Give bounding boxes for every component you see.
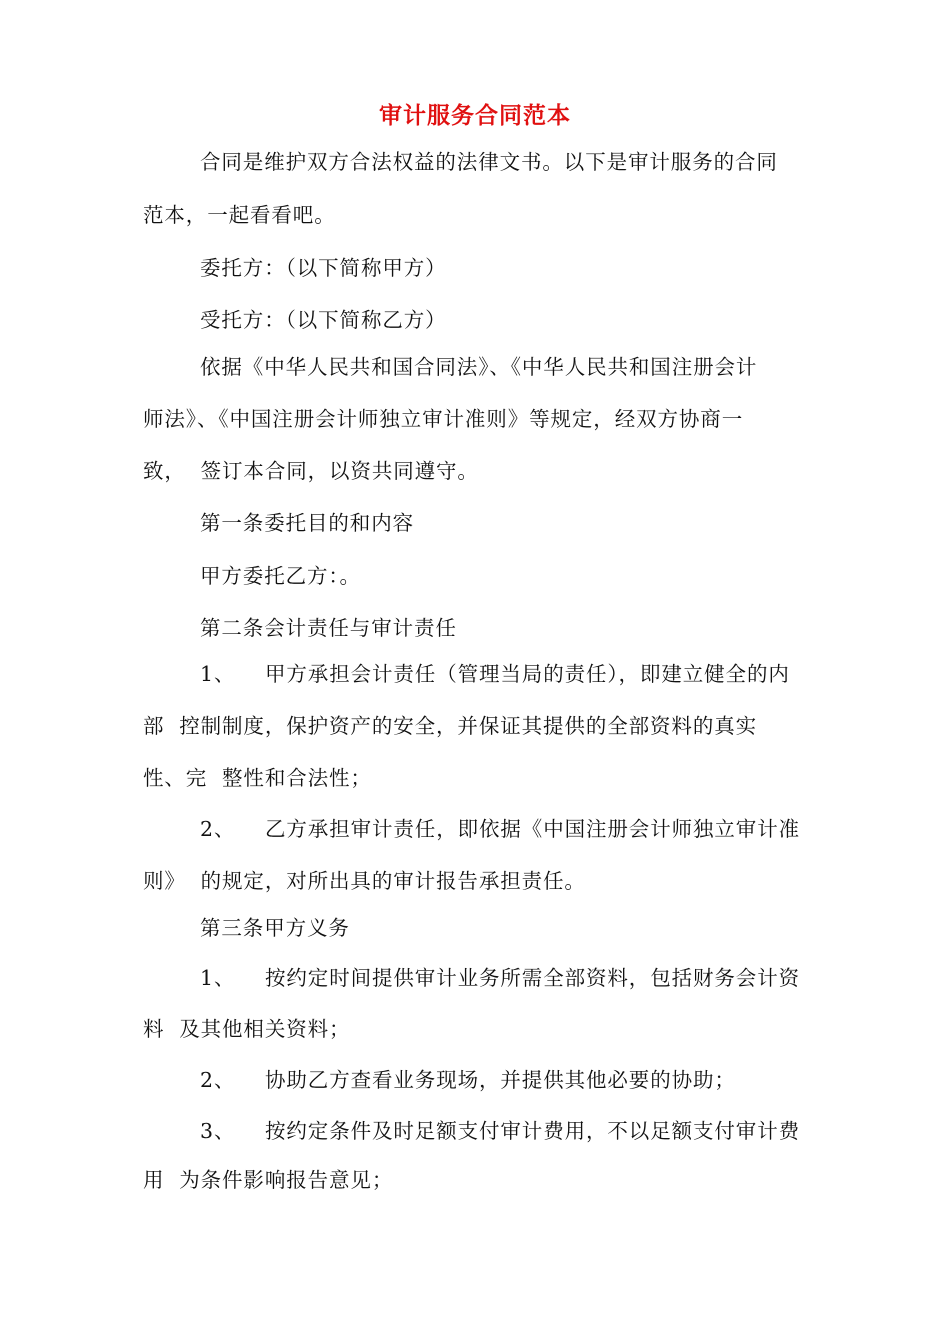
- article-2-item-2-line-2: 则》 的规定，对所出具的审计报告承担责任。: [143, 869, 586, 893]
- basis-line-3: 致， 签订本合同，以资共同遵守。: [143, 459, 479, 483]
- article-1-heading: 第一条委托目的和内容: [200, 511, 414, 535]
- article-2-item-1-line-3: 性、完 整性和合法性；: [143, 766, 372, 790]
- article-3-item-2: 2、 协助乙方查看业务现场，并提供其他必要的协助；: [200, 1068, 736, 1092]
- intro-line-1: 合同是维护双方合法权益的法律文书。以下是审计服务的合同: [200, 150, 778, 174]
- article-2-item-1-line-1: 1、 甲方承担会计责任（管理当局的责任），即建立健全的内: [200, 662, 790, 686]
- intro-line-2: 范本，一起看看吧。: [143, 203, 336, 227]
- article-3-item-1-line-1: 1、 按约定时间提供审计业务所需全部资料，包括财务会计资: [200, 966, 801, 990]
- article-3-item-3-line-2: 用 为条件影响报告意见；: [143, 1168, 394, 1192]
- basis-line-2: 师法》、《中国注册会计师独立审计准则》等规定，经双方协商一: [143, 407, 744, 431]
- auditor-party-line: 受托方：（以下简称乙方）: [200, 308, 447, 332]
- article-1-content: 甲方委托乙方：。: [200, 564, 361, 588]
- article-3-item-3-line-1: 3、 按约定条件及时足额支付审计费用，不以足额支付审计费: [200, 1119, 801, 1143]
- article-3-heading: 第三条甲方义务: [200, 916, 350, 940]
- basis-line-1: 依据《中华人民共和国合同法》、《中华人民共和国注册会计: [200, 355, 758, 379]
- article-2-item-2-line-1: 2、 乙方承担审计责任，即依据《中国注册会计师独立审计准: [200, 817, 801, 841]
- client-party-line: 委托方：（以下简称甲方）: [200, 256, 447, 280]
- article-3-item-1-line-2: 料 及其他相关资料；: [143, 1017, 351, 1041]
- article-2-item-1-line-2: 部 控制制度，保护资产的安全，并保证其提供的全部资料的真实: [143, 714, 758, 738]
- document-title: 审计服务合同范本: [379, 102, 571, 129]
- article-2-heading: 第二条会计责任与审计责任: [200, 616, 457, 640]
